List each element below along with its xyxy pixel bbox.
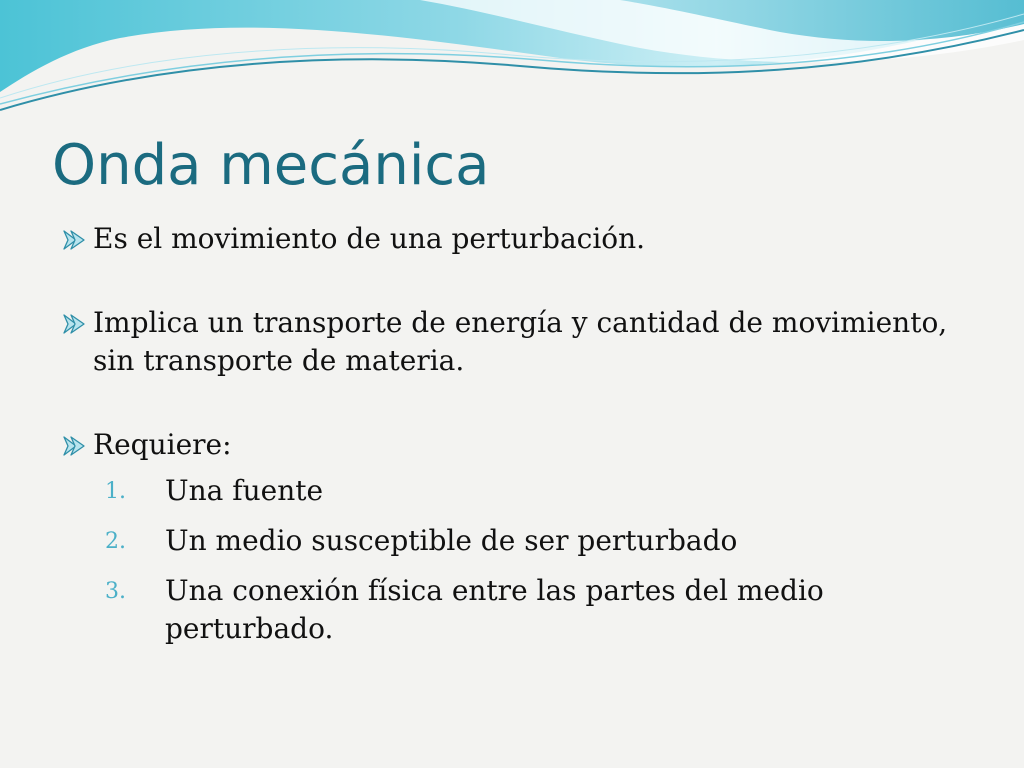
bullet-item xyxy=(62,304,962,380)
arrow-icon xyxy=(62,435,88,457)
bullet-item xyxy=(62,426,962,648)
bullet-list xyxy=(62,220,962,648)
bullet-text: Requiere: xyxy=(93,428,232,461)
arrow-icon xyxy=(62,313,88,335)
wave-banner xyxy=(0,0,1024,120)
item-number: 2. xyxy=(105,529,126,554)
requirement-text: Una conexión física entre las partes del medio perturbado. xyxy=(165,574,824,645)
slide-title: Onda mecánica xyxy=(52,133,490,198)
bullet-text: Es el movimiento de una perturbación. xyxy=(93,222,646,255)
requirement-item xyxy=(93,522,962,560)
item-number: 1. xyxy=(105,479,126,504)
requirement-item xyxy=(93,572,962,648)
requirements-list xyxy=(93,472,962,648)
requirement-text: Un medio susceptible de ser perturbado xyxy=(165,524,738,557)
requirement-item xyxy=(93,472,962,510)
bullet-item xyxy=(62,220,962,258)
arrow-icon xyxy=(62,229,88,251)
bullet-text: Implica un transporte de energía y cantidad de movimiento, sin transporte de materia. xyxy=(93,306,948,377)
item-number: 3. xyxy=(105,579,126,604)
requirement-text: Una fuente xyxy=(165,474,324,507)
